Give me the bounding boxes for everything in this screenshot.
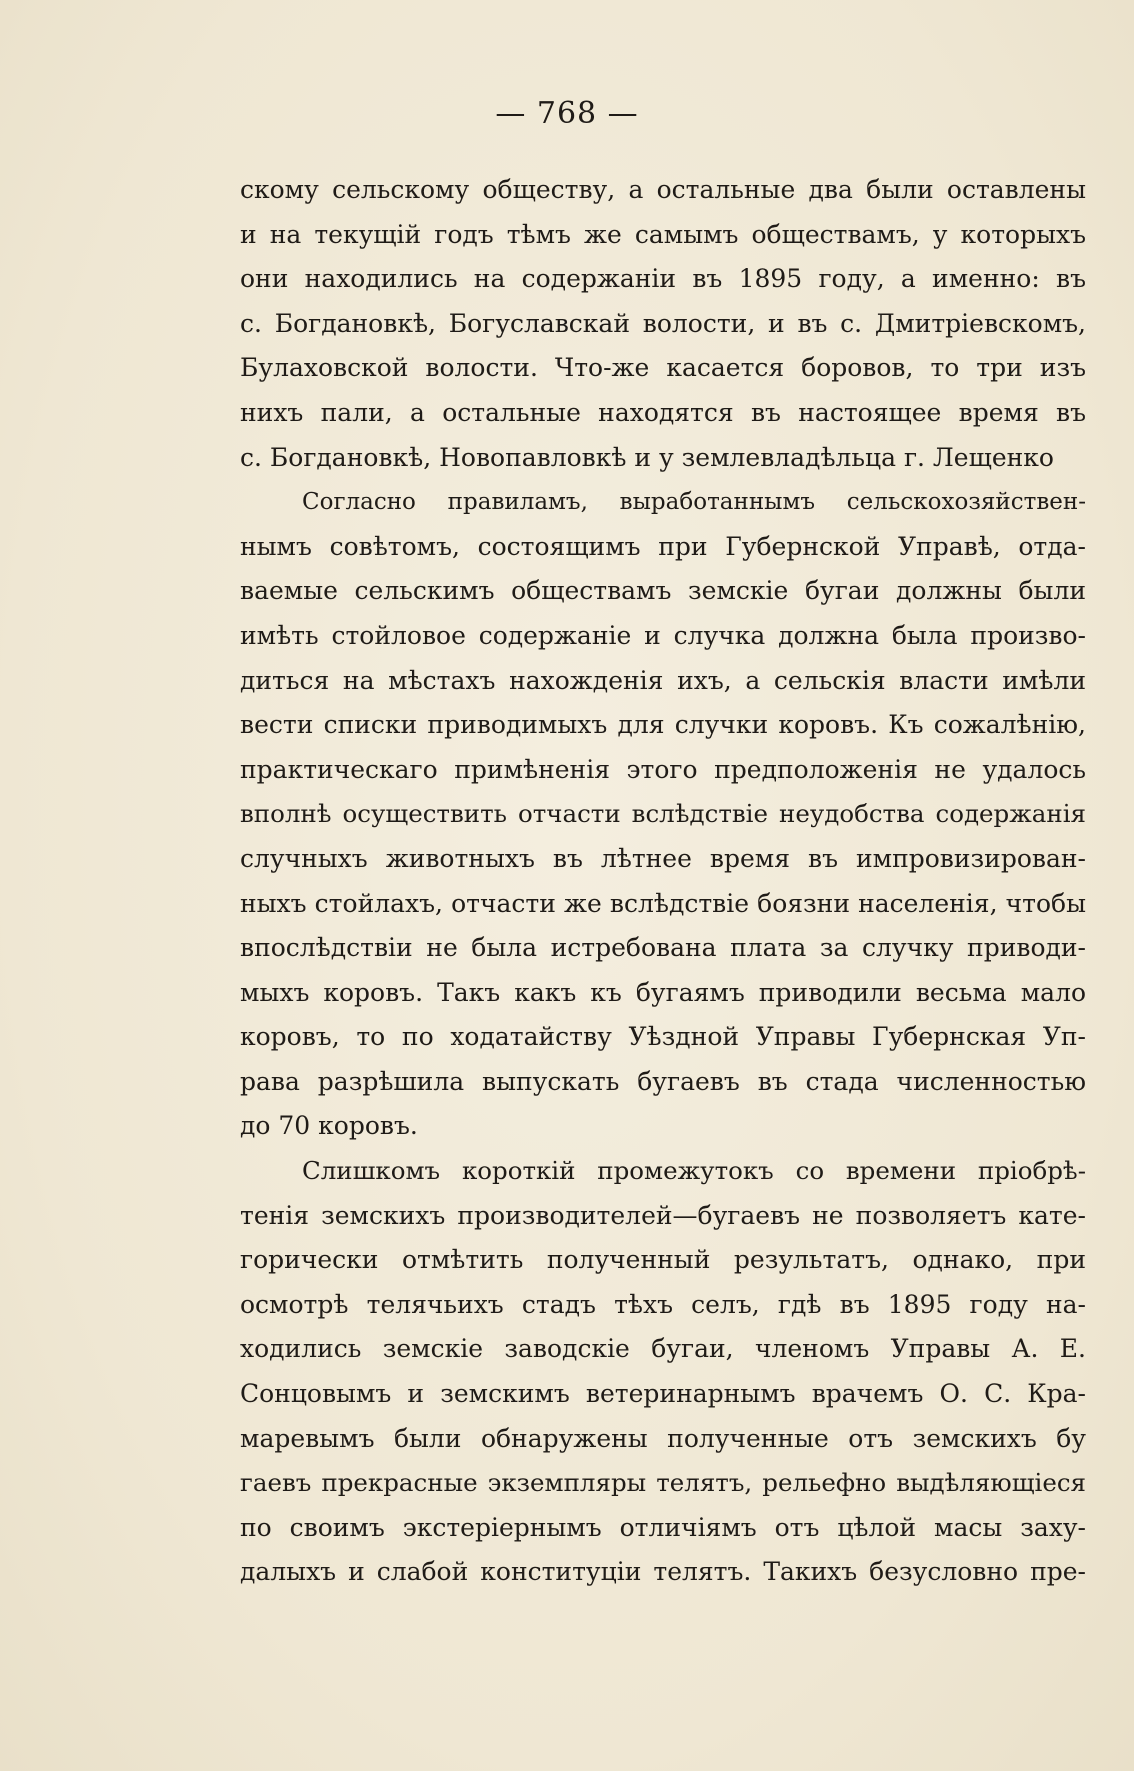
text-line: впослѣдствіи не была истребована плата за случку приводи- [240,933,1086,963]
text-line: рава разрѣшила выпускать бугаевъ въ стада численностью [240,1066,1086,1096]
text-line: коровъ, то по ходатайству Уѣздной Управы Губернская Уп- [240,1022,1086,1052]
text-line: нымъ совѣтомъ, состоящимъ при Губернской Управѣ, отда- [240,531,1086,561]
body-text [240,168,1086,1595]
text-line: мыхъ коровъ. Такъ какъ къ бугаямъ приводили весьма мало [240,977,1086,1007]
text-line: до 70 коровъ. [240,1111,418,1141]
text-line: случныхъ животныхъ въ лѣтнее время въ импровизирован- [240,843,1086,873]
text-line: нихъ пали, а остальные находятся въ настоящее время въ [240,397,1086,427]
text-line: осмотрѣ телячьихъ стадъ тѣхъ селъ, гдѣ въ 1895 году на- [240,1289,1086,1319]
text-line: Булаховской волости. Что-же касается боровов, то три изъ [240,353,1086,383]
text-line: ходились земскіе заводскіе бугаи, членомъ Управы А. Е. [240,1334,1086,1364]
paragraph-3 [240,1149,1086,1595]
text-line: Согласно правиламъ, выработаннымъ сельскохозяйствен- [302,489,1086,516]
text-line: с. Богдановкѣ, Богуславскай волости, и въ с. Дмитріевскомъ, [240,308,1086,338]
paragraph-2 [240,480,1086,1149]
text-line: скому сельскому обществу, а остальные два были оставлены [240,175,1086,204]
text-line: Слишкомъ короткій промежутокъ со времени пріобрѣ- [302,1156,1086,1186]
text-line: имѣть стойловое содержаніе и случка должна была произво- [240,620,1086,650]
text-line: и на текущій годъ тѣмъ же самымъ обществамъ, у которыхъ [240,219,1086,249]
text-line: вполнѣ осуществить отчасти вслѣдствіе неудобства содержанія [240,799,1086,829]
text-line: ваемые сельскимъ обществамъ земскіе бугаи должны были [240,576,1086,606]
text-line: с. Богдановкѣ, Новопавловкѣ и у землевладѣльца г. Лещенко [240,442,1054,472]
text-line: диться на мѣстахъ нахожденія ихъ, а сельскія власти имѣли [240,665,1086,695]
text-line: Сонцовымъ и земскимъ ветеринарнымъ врачемъ О. С. Кра- [240,1379,1086,1409]
paragraph-1 [240,168,1086,480]
text-line: тенія земскихъ производителей—бугаевъ не позволяетъ кате- [240,1200,1086,1230]
text-line: они находились на содержаніи въ 1895 году, а именно: въ [240,264,1086,294]
text-line: практическаго примѣненія этого предположенія не удалось [240,754,1086,784]
text-line: по своимъ экстеріернымъ отличіямъ отъ цѣлой масы заху- [240,1512,1086,1542]
text-line: маревымъ были обнаружены полученные отъ земскихъ бу [240,1423,1086,1453]
text-line: горически отмѣтить полученный результатъ, однако, при [240,1245,1086,1275]
page-number: — 768 — [495,96,639,131]
text-line: ныхъ стойлахъ, отчасти же вслѣдствіе боязни населенія, чтобы [240,888,1086,918]
text-line: гаевъ прекрасные экземпляры телятъ, рельефно выдѣляющіеся [240,1468,1086,1498]
text-line: вести списки приводимыхъ для случки коровъ. Къ сожалѣнію, [240,710,1086,740]
text-line: далыхъ и слабой конституціи телятъ. Такихъ безусловно пре- [240,1557,1086,1587]
